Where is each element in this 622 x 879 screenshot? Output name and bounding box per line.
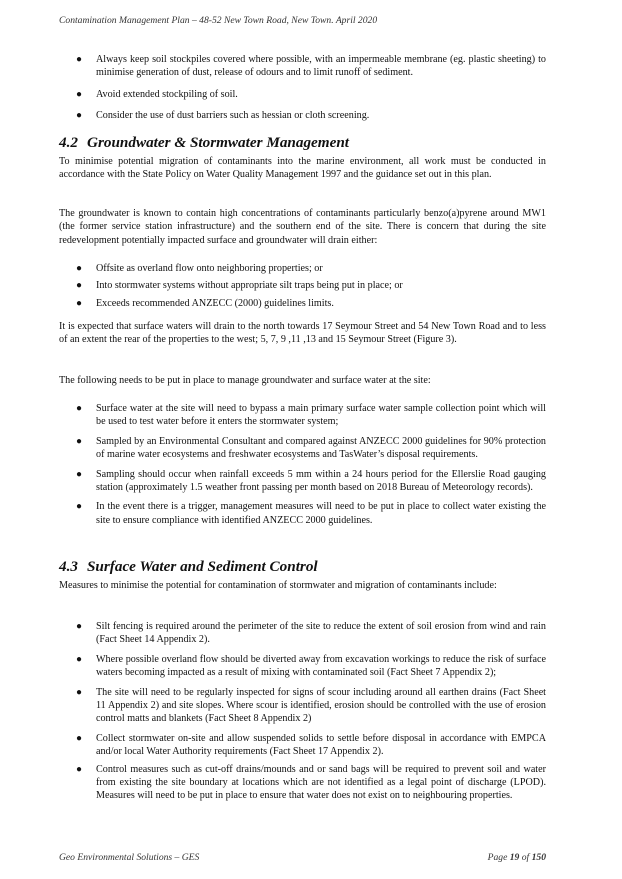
- bullet-icon: ●: [76, 297, 83, 309]
- bullet-icon: ●: [76, 263, 83, 274]
- bullet-icon: ●: [76, 88, 83, 100]
- list-item: ● Silt fencing is required around the perimeter of the site to reduce the extent of soil erosion from wind and rain (Fact Sheet 14 Appendix 2).: [76, 621, 546, 646]
- section-number: 4.2: [59, 134, 78, 151]
- list-item: ● Offsite as overland flow onto neighboring properties; or: [76, 263, 323, 274]
- paragraph: The following needs to be put in place to manage groundwater and surface water at the site:: [59, 375, 431, 386]
- drain-bullet-list: [59, 262, 546, 310]
- total-pages: 150: [531, 852, 546, 863]
- management-bullet-list: [59, 402, 546, 527]
- current-page: 19: [509, 852, 520, 863]
- list-item: ● Consider the use of dust barriers such as hessian or cloth screening.: [76, 110, 370, 122]
- bullet-icon: ●: [76, 621, 83, 632]
- list-item: ● In the event there is a trigger, management measures will need to be put in place to collect water existing the site to ensure compliance with identified ANZECC 2000 guidelines.: [76, 501, 546, 526]
- running-header: Contamination Management Plan – 48-52 New Town Road, New Town. April 2020: [59, 15, 378, 26]
- section-heading-4-2: [59, 134, 349, 152]
- list-item: ● Into stormwater systems without appropriate silt traps being put in place; or: [76, 280, 403, 292]
- section-heading-4-3: [59, 558, 318, 576]
- bullet-icon: ●: [76, 653, 83, 665]
- paragraph: Measures to minimise the potential for contamination of stormwater and migration of contaminants include:: [59, 580, 497, 591]
- control-bullet-list: [59, 620, 546, 803]
- list-item: ● Always keep soil stockpiles covered where possible, with an impermeable membrane (eg. plastic sheeting) to minimise generation of dust, release of odours and to limit runoff of sediment.: [76, 54, 546, 79]
- bullet-icon: ●: [76, 468, 83, 480]
- paragraph: It is expected that surface waters will drain to the north towards 17 Seymour Street and 54 New Town Road and to less of an extent the rear of the properties to the west; 5, 7, 9 ,11 ,13 and 15 Seymour Street (Figure 3).: [59, 321, 546, 346]
- section-title: Surface Water and Sediment Control: [86, 558, 318, 575]
- bullet-icon: ●: [76, 403, 83, 414]
- bullet-icon: ●: [76, 686, 83, 698]
- list-item: ● Avoid extended stockpiling of soil.: [76, 88, 238, 100]
- section-number: 4.3: [59, 558, 78, 575]
- paragraph: The groundwater is known to contain high concentrations of contaminants particularly benzo(a)pyrene around MW1 (the former service station infrastructure) and the southern end of the site. There is concern that during the site redevelopment potentially impacted surface and groundwater will drain either:: [59, 208, 546, 246]
- bullet-icon: ●: [76, 501, 83, 513]
- list-item: ● Sampled by an Environmental Consultant and compared against ANZECC 2000 guidelines for 90% protection of marine water ecosystems and freshwater ecosystems and TasWater’s disposal requirements.: [76, 435, 546, 461]
- list-item: ● Surface water at the site will need to bypass a main primary surface water sample collection point which will be used to test water before it enters the stormwater system;: [76, 403, 546, 428]
- footer-page-number: Page 19 of 150: [487, 852, 546, 863]
- bullet-icon: ●: [76, 280, 83, 292]
- section-title: Groundwater & Stormwater Management: [86, 134, 350, 151]
- footer-company: Geo Environmental Solutions – GES: [59, 852, 200, 863]
- bullet-icon: ●: [76, 435, 83, 447]
- list-item: ● The site will need to be regularly inspected for signs of scour including around all earthen drains (Fact Sheet 11 Appendix 2) and site slopes. Where scour is identified, erosion should be controlled with the use of erosion control matts and blankets (Fact Sheet 8 Appendix 2): [76, 686, 546, 725]
- intro-bullet-list: [59, 53, 546, 123]
- list-item: ● Exceeds recommended ANZECC (2000) guidelines limits.: [76, 297, 334, 309]
- bullet-icon: ●: [76, 110, 83, 122]
- paragraph: To minimise potential migration of contaminants into the marine environment, all work must be conducted in accordance with the State Policy on Water Quality Management 1997 and the guidance set out in this plan.: [59, 156, 546, 181]
- list-item: ● Sampling should occur when rainfall exceeds 5 mm within a 24 hours period for the Ellerslie Road gauging station (approximately 1.5 weather front passing per month based on 2018 Bureau of Meteorology records).: [76, 468, 546, 494]
- bullet-icon: ●: [76, 763, 83, 775]
- list-item: ● Where possible overland flow should be diverted away from excavation workings to reduce the risk of surface waters becoming impacted as a result of mixing with contaminated soil (Fact Sheet 7 Appendix 2);: [76, 653, 546, 679]
- list-item: ● Collect stormwater on-site and allow suspended solids to settle before disposal in accordance with EMPCA and/or local Water Authority requirements (Fact Sheet 17 Appendix 2).: [76, 732, 546, 758]
- list-item: ● Control measures such as cut-off drains/mounds and or sand bags will be required to prevent soil and water from existing the site boundary at locations which are not identified as a legal point of discharge (LPOD). Measures will need to be put in place to ensure that water does not exist on to neighbouring properties.: [76, 763, 546, 802]
- bullet-icon: ●: [76, 54, 83, 65]
- bullet-icon: ●: [76, 732, 83, 744]
